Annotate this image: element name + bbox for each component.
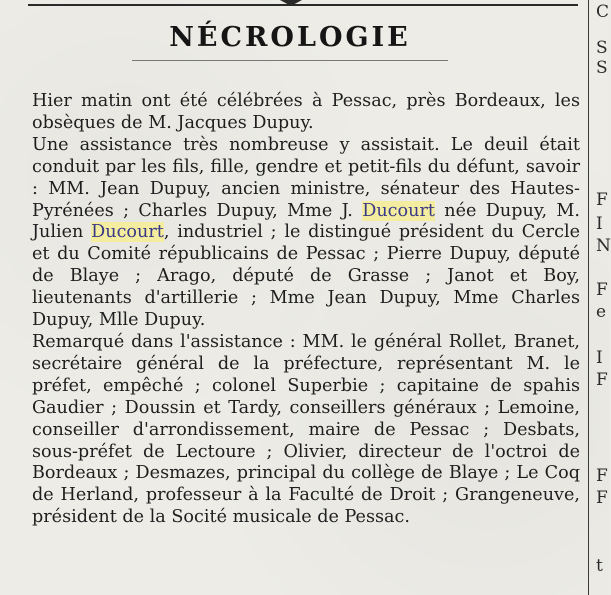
paragraph-text: , industriel ; le distingué président du Cercle et du Comité républicains de Pessac ; Pierre Dupuy, député de Blaye ; Arago, député de Grasse ; Janot et Boy, lieutenants d'artillerie ; Mme Jean Dupuy, Mme Charles Dupuy, Mlle Dupuy. bbox=[32, 222, 580, 331]
edge-letter: F bbox=[596, 370, 608, 390]
column-rule bbox=[588, 0, 589, 595]
edge-letter: F bbox=[596, 280, 608, 300]
edge-letter: S bbox=[596, 38, 608, 58]
edge-letter: I bbox=[596, 348, 603, 368]
article-title: NÉCROLOGIE bbox=[169, 22, 411, 53]
edge-letter: S bbox=[596, 58, 608, 78]
edge-letter: C bbox=[596, 2, 610, 22]
edge-letter: I bbox=[596, 214, 603, 234]
paragraph-text: Hier matin ont été célébrées à Pessac, près Bordeaux, les obsèques de M. Jacques Dupuy. bbox=[32, 91, 580, 133]
bleed-through-text bbox=[6, 62, 186, 76]
edge-letter: e bbox=[596, 302, 607, 322]
title-underline bbox=[132, 60, 448, 61]
highlighted-name: Ducourt bbox=[362, 200, 435, 221]
edge-letter: t bbox=[596, 556, 603, 576]
top-rule bbox=[28, 4, 578, 6]
edge-letter: F bbox=[596, 488, 608, 508]
highlighted-name: Ducourt bbox=[91, 222, 164, 243]
article-paragraph bbox=[32, 91, 580, 135]
paragraph-text: née Dupuy, M. Julien bbox=[32, 200, 580, 243]
paragraph-text: Une assistance très nombreuse y assistait. Le deuil était conduit par les fils, fille, gendre et petit-fils du défunt, savoir : MM. Jean Dupuy, ancien ministre, sénateur des Hautes-Pyrénées ; Charles Dupuy, Mme J. bbox=[32, 134, 580, 221]
article-paragraph bbox=[32, 332, 580, 529]
paragraph-text: Remarqué dans l'assistance : MM. le général Rollet, Branet, secrétaire général de la préfecture, représentant M. le préfet, empêché ; colonel Superbie ; capitaine de spahis Gaudier ; Doussin et Tardy, conseillers généraux ; Lemoine, conseiller d'arrondissement, maire de Pessac ; Desbats, sous-préfet de Lectoure ; Olivier, directeur de l'octroi de Bordeaux ; Desmazes, principal du collège de Blaye ; Le Coq de Herland, professeur à la Faculté de Droit ; Grangeneuve, président de la Socité musicale de Pessac. bbox=[32, 331, 580, 528]
article-body bbox=[32, 91, 580, 529]
edge-letter: N bbox=[596, 236, 611, 256]
edge-letter: F bbox=[596, 190, 608, 210]
article-paragraph bbox=[32, 135, 580, 332]
edge-letter: F bbox=[596, 466, 608, 486]
